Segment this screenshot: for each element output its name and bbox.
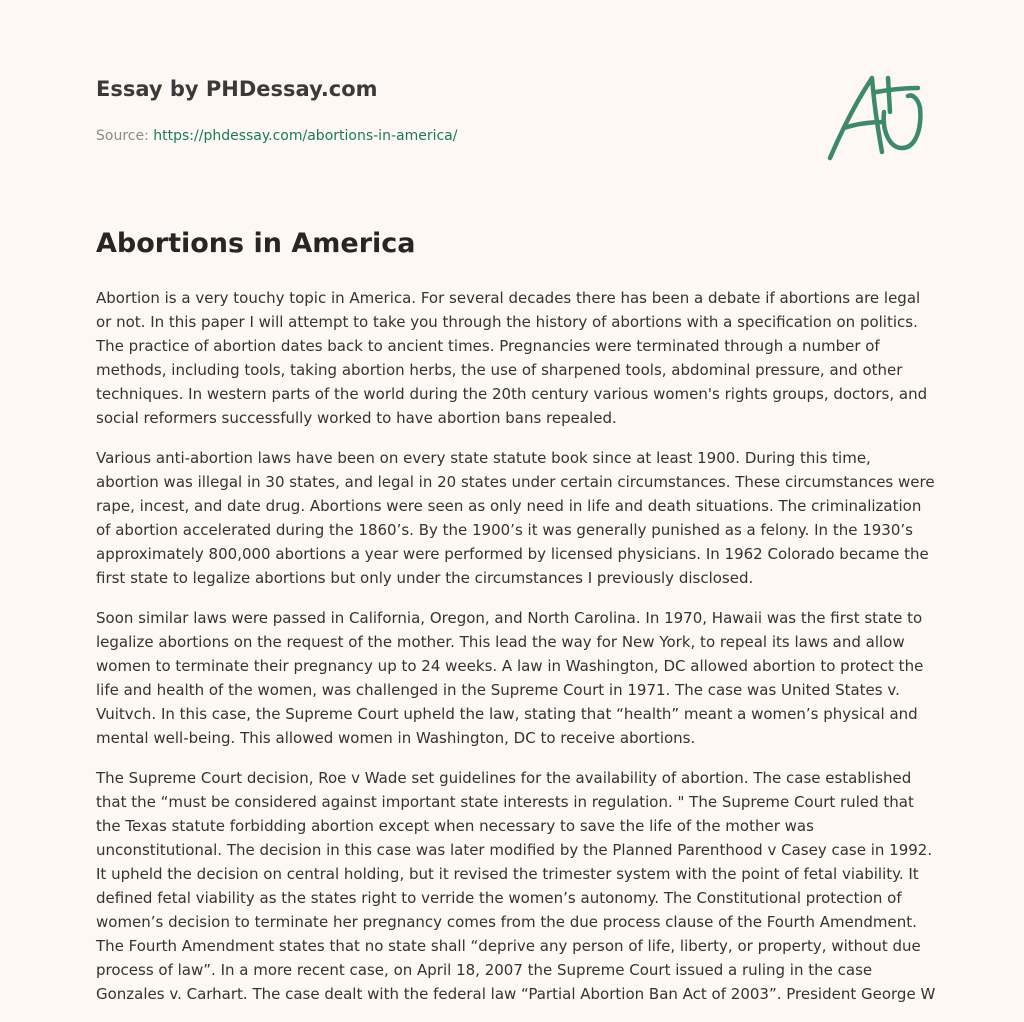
essay-title: Abortions in America bbox=[96, 228, 416, 259]
source-link[interactable]: https://phdessay.com/abortions-in-america/ bbox=[153, 128, 458, 144]
essay-paragraph: Abortion is a very touchy topic in America. For several decades there has been a debate if abortions are legal or not. In this paper I will attempt to take you through the history of abortions with a specification on politics. The practice of abortion dates back to ancient times. Pregnancies were terminated through a number of methods, including tools, taking abortion herbs, the use of sharpened tools, abdominal pressure, and other techniques. In western parts of the world during the 20th century various women's rights groups, doctors, and social reformers successfully worked to have abortion bans repealed. bbox=[96, 289, 928, 427]
source-line bbox=[96, 126, 796, 146]
essay-body bbox=[96, 286, 936, 1022]
source-label: Source: bbox=[96, 128, 154, 144]
essay-paragraph: The Supreme Court decision, Roe v Wade set guidelines for the availability of abortion. The case established that the “must be considered against important state interests in regulation. " The Supreme Court ruled that the Texas statute forbidding abortion except when necessary to save the life of the mother was unconstitutional. The decision in this case was later modified by the Planned Parenthood v Casey case in 1992. It upheld the decision on central holding, but it revised the trimester system with the point of fetal viability. It defined fetal viability as the states right to verride the women’s autonomy. The Constitutional protection of women’s decision to terminate her pregnancy comes from the due process clause of the Fourth Amendment. The Fourth Amendment states that no state shall “deprive any person of life, liberty, or property, without due process of law”. In a more recent case, on April 18, 2007 the Supreme Court issued a ruling in the case Gonzales v. Carhart. The case dealt with the federal law “Partial Abortion Ban Act of 2003”. President George W bbox=[96, 769, 936, 1003]
a-plus-logo-icon bbox=[822, 68, 928, 164]
essay-paragraph: Soon similar laws were passed in California, Oregon, and North Carolina. In 1970, Hawaii was the first state to legalize abortions on the request of the mother. This lead the way for New York, to repeal its laws and allow women to terminate their pregnancy up to 24 weeks. A law in Washington, DC allowed abortion to protect the life and health of the women, was challenged in the Supreme Court in 1971. The case was United States v. Vuitvch. In this case, the Supreme Court upheld the law, stating that “health” meant a women’s physical and mental well-being. This allowed women in Washington, DC to receive abortions. bbox=[96, 609, 924, 747]
site-brand: Essay by PHDessay.com bbox=[96, 77, 378, 101]
essay-header bbox=[96, 72, 796, 146]
essay-paragraph: Various anti-abortion laws have been on every state statute book since at least 1900. During this time, abortion was illegal in 30 states, and legal in 20 states under certain circumstances. These circumstances were rape, incest, and date drug. Abortions were seen as only need in life and death situations. The criminalization of abortion accelerated during the 1860’s. By the 1900’s it was generally punished as a felony. In the 1930’s approximately 800,000 abortions a year were performed by licensed physicians. In 1962 Colorado became the first state to legalize abortions but only under the circumstances I previously disclosed. bbox=[96, 449, 935, 587]
